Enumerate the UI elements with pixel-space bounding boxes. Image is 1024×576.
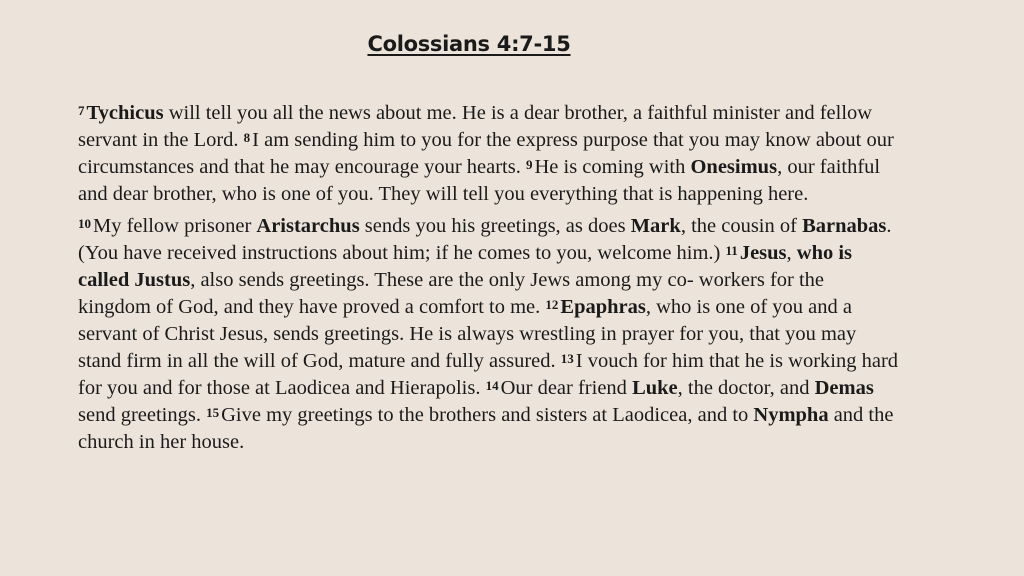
text-segment: , the cousin of bbox=[680, 215, 803, 237]
name-mark: Mark bbox=[630, 215, 681, 237]
name-aristarchus: Aristarchus bbox=[256, 215, 360, 237]
name-jesus: Jesus bbox=[739, 242, 787, 264]
verse-number: 15 bbox=[206, 405, 220, 420]
paragraph-verses-10-15 bbox=[78, 213, 898, 456]
text-segment: Our dear friend bbox=[500, 377, 633, 399]
name-demas: Demas bbox=[814, 377, 874, 399]
verse-number: 13 bbox=[560, 351, 574, 366]
verse-number: 8 bbox=[243, 130, 251, 145]
text-segment: , bbox=[786, 242, 797, 264]
verse-number: 10 bbox=[78, 216, 91, 231]
verse-number: 11 bbox=[725, 243, 738, 258]
scripture-text bbox=[78, 100, 898, 456]
text-segment: He is coming with bbox=[534, 156, 691, 178]
text-segment: I vouch for him that he is working hard for you and for those at Laodicea and Hierapolis. bbox=[78, 350, 899, 399]
name-luke: Luke bbox=[632, 377, 678, 399]
paragraph-verses-7-9 bbox=[78, 100, 898, 208]
text-segment: I am sending him to you for the express purpose that you may know about our circumstances and that he may encourage your hearts. bbox=[78, 129, 894, 178]
text-segment: . (You have received instructions about him; if he comes to you, welcome him.) bbox=[78, 215, 892, 264]
text-segment: , our faithful and dear brother, who is one of you. They will tell you everything that is happening here. bbox=[78, 156, 881, 205]
verse-number: 14 bbox=[485, 378, 499, 393]
verse-number: 12 bbox=[545, 297, 559, 312]
verse-number: 7 bbox=[78, 103, 85, 118]
slide-title: Colossians 4:7-15 bbox=[367, 32, 571, 56]
name-nympha: Nympha bbox=[753, 404, 829, 426]
text-segment: sends you his greetings, as does bbox=[359, 215, 631, 237]
text-segment: send greetings. bbox=[78, 404, 207, 426]
text-segment: My fellow prisoner bbox=[93, 215, 257, 237]
name-epaphras: Epaphras bbox=[560, 296, 646, 318]
text-segment: , who is one of you and a servant of Christ Jesus, sends greetings. He is always wrestling in prayer for you, that you may stand firm in all the will of God, mature and fully assured. bbox=[78, 296, 857, 372]
text-segment: , the doctor, and bbox=[677, 377, 815, 399]
name-justus: who is called Justus bbox=[78, 242, 853, 291]
name-tychicus: Tychicus bbox=[86, 102, 164, 124]
text-segment: , also sends greetings. These are the only Jews among my co- workers for the kingdom of God, and they have proved a comfort to me. bbox=[78, 269, 825, 318]
text-segment: and the church in her house. bbox=[78, 404, 894, 453]
text-segment: Give my greetings to the brothers and sisters at Laodicea, and to bbox=[221, 404, 754, 426]
text-segment: will tell you all the news about me. He is a dear brother, a faithful minister and fellow servant in the Lord. bbox=[78, 102, 873, 151]
verse-number: 9 bbox=[525, 157, 533, 172]
name-onesimus: Onesimus bbox=[690, 156, 778, 178]
name-barnabas: Barnabas bbox=[802, 215, 887, 237]
